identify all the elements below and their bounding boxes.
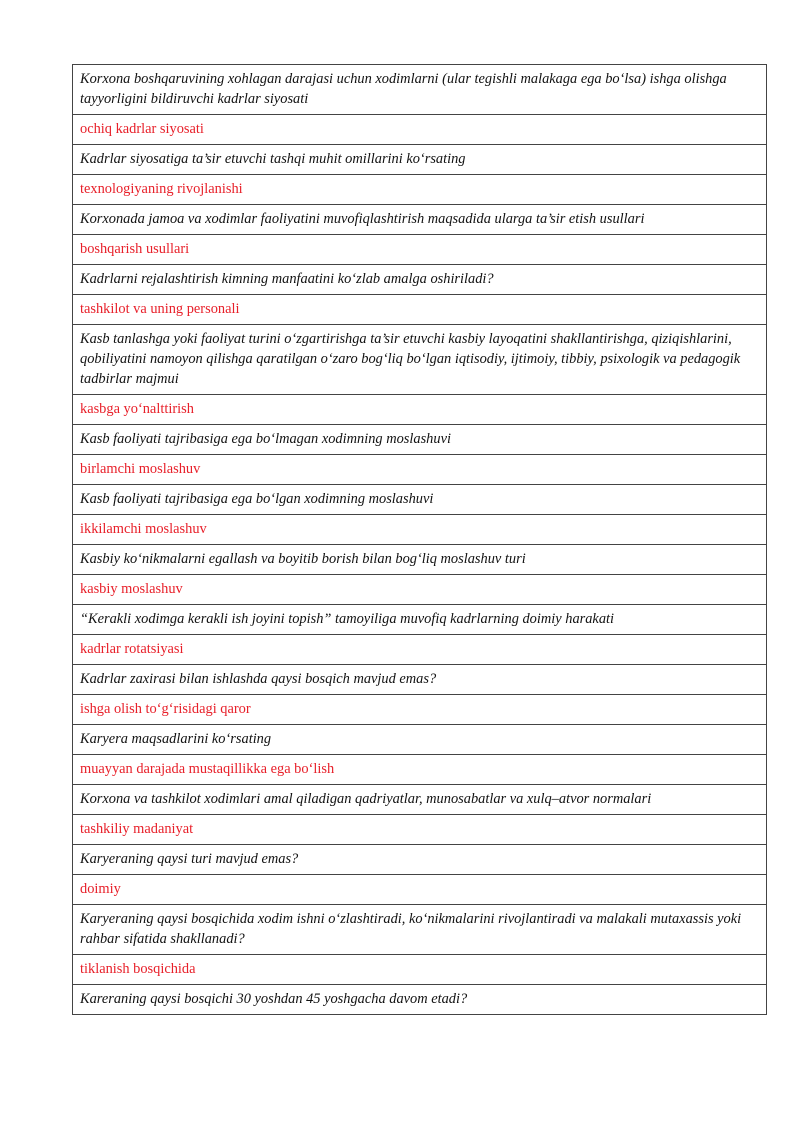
question-row [73,205,767,235]
answer-text: kasbiy moslashuv [73,575,767,605]
question-text: Karyera maqsadlarini ko‘rsating [73,725,767,755]
question-text: Kasb faoliyati tajribasiga ega bo‘lgan xodimning moslashuvi [73,485,767,515]
answer-row [73,875,767,905]
question-text: Kadrlar zaxirasi bilan ishlashda qaysi bosqich mavjud emas? [73,665,767,695]
question-text: Korxonada jamoa va xodimlar faoliyatini muvofiqlashtirish maqsadida ularga ta’sir etish usullari [73,205,767,235]
answer-row [73,295,767,325]
question-text: Kasbiy ko‘nikmalarni egallash va boyitib borish bilan bog‘liq moslashuv turi [73,545,767,575]
answer-text: doimiy [73,875,767,905]
answer-text: texnologiyaning rivojlanishi [73,175,767,205]
answer-text: ishga olish to‘g‘risidagi qaror [73,695,767,725]
answer-row [73,395,767,425]
answer-row [73,455,767,485]
question-text: Kareraning qaysi bosqichi 30 yoshdan 45 yoshgacha davom etadi? [73,985,767,1015]
question-text: Kasb faoliyati tajribasiga ega bo‘lmagan xodimning moslashuvi [73,425,767,455]
question-row [73,725,767,755]
question-row [73,905,767,955]
question-row [73,485,767,515]
question-row [73,665,767,695]
question-text: Karyeraning qaysi turi mavjud emas? [73,845,767,875]
answer-row [73,955,767,985]
answer-row [73,175,767,205]
answer-row [73,695,767,725]
answer-row [73,575,767,605]
answer-text: kasbga yo‘nalttirish [73,395,767,425]
answer-text: ochiq kadrlar siyosati [73,115,767,145]
question-text: Korxona boshqaruvining xohlagan darajasi uchun xodimlarni (ular tegishli malakaga ega bo‘lsa) ishga olishga tayyorligini bildiruvchi kadrlar siyosati [73,65,767,115]
answer-text: kadrlar rotatsiyasi [73,635,767,665]
question-row [73,265,767,295]
qa-table-body [73,65,767,1015]
answer-row [73,635,767,665]
question-row [73,785,767,815]
question-text: Karyeraning qaysi bosqichida xodim ishni o‘zlashtiradi, ko‘nikmalarini rivojlantiradi va malakali mutaxassis yoki rahbar sifatida shakllanadi? [73,905,767,955]
answer-text: muayyan darajada mustaqillikka ega bo‘lish [73,755,767,785]
question-text: “Kerakli xodimga kerakli ish joyini topish” tamoyiliga muvofiq kadrlarning doimiy harakati [73,605,767,635]
question-row [73,325,767,395]
answer-text: tashkilot va uning personali [73,295,767,325]
question-row [73,845,767,875]
answer-text: birlamchi moslashuv [73,455,767,485]
question-text: Kadrlar siyosatiga ta’sir etuvchi tashqi muhit omillarini ko‘rsating [73,145,767,175]
question-text: Kadrlarni rejalashtirish kimning manfaatini ko‘zlab amalga oshiriladi? [73,265,767,295]
answer-text: ikkilamchi moslashuv [73,515,767,545]
question-row [73,605,767,635]
question-row [73,145,767,175]
answer-row [73,755,767,785]
answer-row [73,235,767,265]
answer-row [73,815,767,845]
answer-text: tashkiliy madaniyat [73,815,767,845]
question-row [73,65,767,115]
answer-text: boshqarish usullari [73,235,767,265]
answer-text: tiklanish bosqichida [73,955,767,985]
question-row [73,985,767,1015]
qa-table [72,64,767,1015]
answer-row [73,115,767,145]
question-text: Korxona va tashkilot xodimlari amal qiladigan qadriyatlar, munosabatlar va xulq–atvor normalari [73,785,767,815]
question-row [73,425,767,455]
question-text: Kasb tanlashga yoki faoliyat turini o‘zgartirishga ta’sir etuvchi kasbiy layoqatini shakllantirishga, qiziqishlarini, qobiliyatini namoyon qilishga qaratilgan o‘zaro bog‘liq bo‘lgan iqtisodiy, ijtimoiy, tibbiy, psixologik va pedagogik tadbirlar majmui [73,325,767,395]
qa-document [72,64,767,1015]
question-row [73,545,767,575]
answer-row [73,515,767,545]
